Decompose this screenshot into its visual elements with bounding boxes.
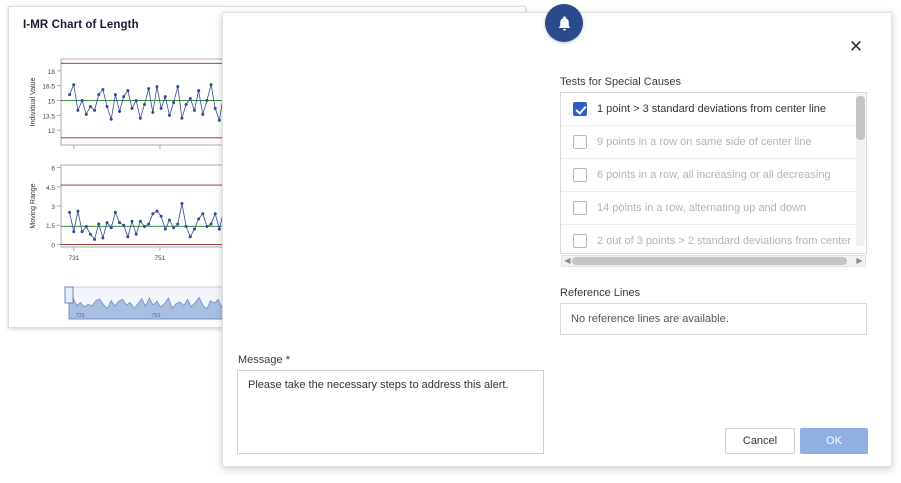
tests-section-label: Tests for Special Causes: [560, 76, 682, 88]
cancel-button[interactable]: Cancel: [725, 428, 795, 454]
svg-text:731: 731: [68, 255, 80, 262]
svg-text:0: 0: [51, 242, 55, 250]
page-title: I-MR Chart of Length: [23, 19, 139, 31]
svg-text:4.5: 4.5: [45, 184, 55, 192]
scrollbar-thumb[interactable]: [856, 96, 865, 140]
test-label: 1 point > 3 standard deviations from center line: [597, 103, 826, 115]
chevron-right-icon[interactable]: ▶: [856, 256, 863, 265]
ok-button[interactable]: OK: [800, 428, 868, 454]
test-label: 14 points in a row, alternating up and down: [597, 202, 807, 214]
scrollbar-thumb[interactable]: [572, 257, 847, 265]
svg-text:3: 3: [51, 204, 55, 211]
svg-text:751: 751: [154, 255, 166, 262]
checkbox-icon[interactable]: [573, 135, 587, 149]
svg-text:6: 6: [51, 165, 55, 173]
svg-text:15: 15: [47, 98, 55, 106]
checkbox-icon[interactable]: [573, 234, 587, 248]
checkbox-icon[interactable]: [573, 201, 587, 215]
svg-text:Moving Range: Moving Range: [30, 183, 37, 229]
svg-text:1.5: 1.5: [45, 223, 55, 231]
svg-text:751: 751: [151, 313, 161, 319]
tests-horizontal-scrollbar[interactable]: [561, 255, 866, 267]
tests-list: [560, 92, 867, 254]
test-row[interactable]: [561, 225, 866, 254]
test-row[interactable]: [561, 159, 866, 192]
test-label: 6 points in a row, all increasing or all decreasing: [597, 169, 831, 181]
test-row[interactable]: [561, 93, 866, 126]
close-icon[interactable]: ✕: [848, 37, 864, 56]
test-row[interactable]: [561, 126, 866, 159]
checkbox-icon[interactable]: [573, 168, 587, 182]
reference-lines-label: Reference Lines: [560, 287, 641, 299]
bell-icon: [545, 4, 583, 42]
svg-text:12: 12: [47, 128, 55, 136]
test-label: 9 points in a row on same side of center line: [597, 136, 812, 148]
svg-text:Individual Value: Individual Value: [30, 77, 37, 127]
svg-text:16.5: 16.5: [42, 83, 55, 91]
message-label: Message *: [238, 354, 290, 366]
test-row[interactable]: [561, 192, 866, 225]
checkbox-icon[interactable]: [573, 102, 587, 116]
message-input[interactable]: [237, 370, 544, 454]
svg-text:13.5: 13.5: [42, 113, 55, 121]
test-label: 2 out of 3 points > 2 standard deviations from center: [597, 235, 852, 247]
reference-lines-value: No reference lines are available.: [560, 303, 867, 335]
chevron-left-icon[interactable]: ◀: [564, 256, 571, 265]
tests-vertical-scrollbar[interactable]: [856, 94, 865, 246]
svg-text:18: 18: [47, 68, 55, 76]
svg-text:731: 731: [75, 313, 85, 319]
